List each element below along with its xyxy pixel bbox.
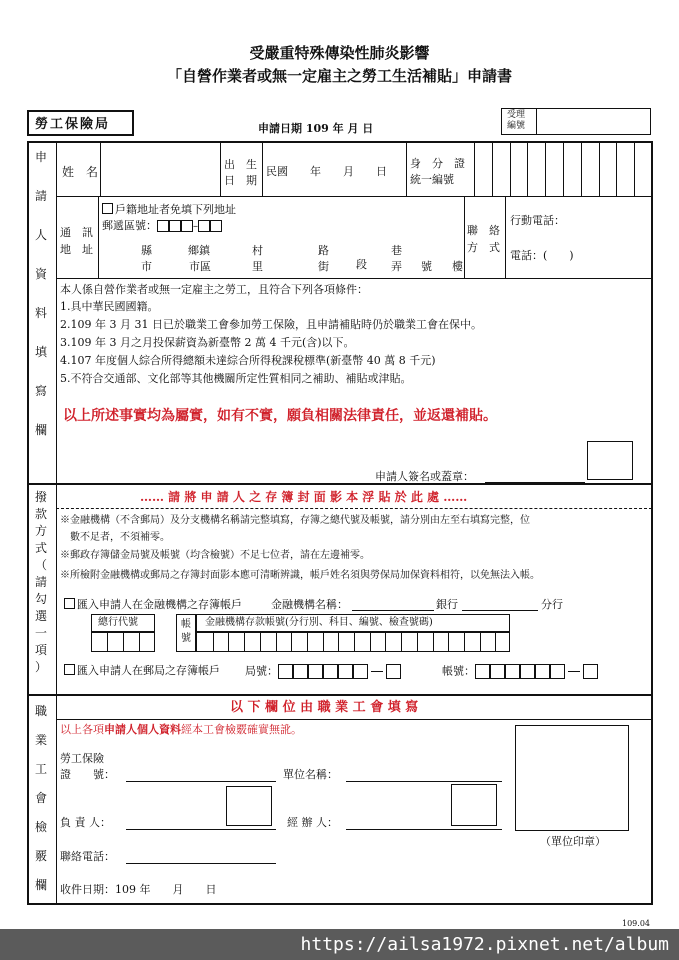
same-address-option[interactable]: 戶籍地址者免填下列地址 (102, 203, 236, 217)
name-label: 姓 名 (62, 165, 99, 179)
form-version: 109.04 (622, 919, 650, 928)
side-label-char: 申 (35, 150, 48, 164)
digit-cell[interactable] (550, 664, 565, 679)
side-label-char: 料 (35, 306, 48, 320)
condition-item: 3.109 年 3 月之月投保薪資為新臺幣 2 萬 4 千元(含)以下。 (60, 336, 355, 349)
bank-name-label: 金融機構名稱： (271, 598, 348, 611)
post-account-number-field[interactable]: 帳號： (442, 664, 598, 679)
apply-date[interactable]: 申請日期 109 年 月 日 (258, 122, 374, 135)
unit-name-label: 單位名稱： (283, 768, 338, 781)
side-label-char: 方 (35, 524, 48, 538)
birth-date-field[interactable]: 民國 年 月 日 (266, 165, 387, 178)
bank-suffix: 銀行 (436, 598, 458, 611)
account-label-box: 帳號 (176, 614, 196, 652)
post-account-option[interactable]: 匯入申請人在郵局之存簿帳戶 (64, 664, 220, 678)
side-label-char: 資 (35, 267, 48, 281)
principal-label: 負 責 人： (60, 816, 111, 829)
unit-seal-label: （單位印章） (540, 835, 606, 848)
cert-number-label: 證 號： (60, 768, 115, 781)
handler-label: 經 辦 人： (287, 816, 338, 829)
head-code-label-box: 總行代號 (91, 614, 155, 632)
digit-cell[interactable] (338, 664, 353, 679)
digit-cell[interactable] (475, 664, 490, 679)
declaration-statement: 以上所述事實均為屬實，如有不實，願負相關法律責任，並返還補貼。 (63, 408, 497, 424)
digit-cell[interactable] (293, 664, 308, 679)
principal-stamp-box[interactable] (226, 786, 272, 826)
bank-account-hint-box: 金融機構存款帳號(分行別、科目、編號、檢查號碼) (196, 614, 510, 632)
post-account-checkbox[interactable] (64, 664, 75, 675)
bank-account-field[interactable] (196, 632, 510, 652)
side-label-char: 選 (35, 609, 48, 623)
payment-note: ※所檢附金融機構或郵局之存簿封面影本應可清晰辨識，帳戶姓名須與勞保局加保資料相符，以免無法入帳。 (60, 570, 540, 581)
same-address-checkbox[interactable] (102, 203, 113, 214)
payment-note: ※郵政存簿儲金局號及帳號（均含檢號）不足七位者，請在左邊補零。 (60, 550, 370, 561)
handler-stamp-box[interactable] (451, 784, 497, 826)
birth-label: 出 生日 期 (224, 158, 257, 187)
side-label-char: 寫 (35, 384, 48, 398)
unit-seal-box[interactable] (515, 725, 629, 831)
condition-item: 5.不符合交通部、文化部等其他機關所定性質相同之補助、補貼或津貼。 (60, 372, 412, 385)
digit-cell[interactable] (520, 664, 535, 679)
side-label-char: 項 (35, 643, 48, 657)
insurance-label: 勞工保險 (60, 752, 104, 765)
side-label-char: （ (35, 558, 48, 572)
phone-label[interactable]: 電話：( ) (510, 249, 574, 262)
signature-stamp-box[interactable] (587, 441, 633, 480)
side-label-char: ） (35, 660, 48, 674)
digit-cell[interactable] (490, 664, 505, 679)
union-section-heading: 以 下 欄 位 由 職 業 工 會 填 寫 (230, 700, 419, 715)
side-label-char: 款 (35, 507, 48, 521)
digit-cell[interactable] (505, 664, 520, 679)
side-label-char: 一 (35, 626, 48, 640)
address-unit-label: 里 (252, 260, 263, 273)
address-unit-label: 段 (356, 258, 367, 271)
agency-box (27, 110, 134, 136)
side-label-char: 勾 (35, 592, 48, 606)
paste-passbook-notice: …… 請 將 申 請 人 之 存 簿 封 面 影 本 浮 貼 於 此 處 …… (140, 490, 468, 504)
union-phone-label: 聯絡電話： (60, 850, 115, 863)
form-title-line2: 「自營作業者或無一定雇主之勞工生活補貼」申請書 (166, 67, 512, 85)
branch-suffix: 分行 (541, 598, 563, 611)
receipt-number-label: 受理編號 (507, 110, 526, 131)
head-code-field[interactable] (91, 632, 155, 652)
condition-item: 4.107 年度個人綜合所得總額未達綜合所得稅課稅標準(新臺幣 40 萬 8 千元) (60, 354, 436, 367)
digit-cell[interactable] (278, 664, 293, 679)
digit-cell[interactable] (323, 664, 338, 679)
payment-note: ※金融機構（不含郵局）及分支機構名稱請完整填寫，存簿之總代號及帳號，請分別由左至右填寫完整，位 (60, 515, 530, 526)
address-unit-label: 樓 (452, 260, 463, 273)
receive-date[interactable]: 收件日期：109 年 月 日 (60, 883, 217, 896)
digit-cell[interactable] (353, 664, 368, 679)
side-label-char: 工 (35, 762, 48, 776)
side-label-char: 請 (35, 189, 48, 203)
side-label-char: 請 (35, 575, 48, 589)
conditions-intro: 本人係自營作業者或無一定雇主之勞工，且符合下列各項條件： (60, 283, 368, 296)
address-unit-label: 市 (141, 260, 152, 273)
condition-item: 2.109 年 3 月 31 日已於職業工會參加勞工保險，且申請補貼時仍於職業工會在保中。 (60, 318, 482, 331)
form-title-line1: 受嚴重特殊傳染性肺炎影響 (249, 44, 430, 62)
postal-code-field[interactable]: 郵遞區號： – (102, 219, 222, 234)
address-unit-label: 號 (421, 260, 432, 273)
payment-note: 數不足者，不須補零。 (60, 532, 170, 543)
side-label-char: 職 (35, 704, 48, 718)
side-label-char: 式 (35, 541, 48, 555)
address-unit-label: 縣 (141, 244, 152, 257)
address-unit-label: 巷 (391, 244, 402, 257)
bank-account-option[interactable]: 匯入申請人在金融機構之存簿帳戶 (64, 598, 242, 612)
address-unit-label: 市區 (189, 260, 211, 273)
signature-label: 申請人簽名或蓋章： (375, 470, 474, 483)
address-unit-label: 弄 (391, 260, 402, 273)
bank-account-checkbox[interactable] (64, 598, 75, 609)
side-label-char: 欄 (35, 423, 48, 437)
post-office-number-field[interactable]: 局號： (245, 664, 401, 679)
side-label-char: 欄 (35, 878, 48, 892)
side-label-char: 覈 (35, 849, 48, 863)
agency-label: 勞工保險局 (35, 117, 111, 132)
union-verify-statement: 以上各項申請人個人資料經本工會檢覈確實無訛。 (60, 723, 302, 736)
side-label-char: 撥 (35, 490, 48, 504)
address-unit-label: 路 (318, 244, 329, 257)
contact-address-label: 通 訊地 址 (60, 226, 93, 256)
side-label-char: 填 (35, 345, 48, 359)
digit-cell[interactable] (308, 664, 323, 679)
side-label-char: 業 (35, 733, 48, 747)
condition-item: 1.具中華民國國籍。 (60, 300, 159, 313)
id-number-label: 身 分 證統一編號 (410, 157, 465, 186)
side-label-char: 會 (35, 791, 48, 805)
contact-method-label: 聯 絡方 式 (467, 224, 500, 254)
watermark-url-bar: https://ailsa1972.pixnet.net/album (0, 929, 679, 960)
digit-cell[interactable] (535, 664, 550, 679)
address-unit-label: 村 (252, 244, 263, 257)
side-label-char: 檢 (35, 820, 48, 834)
address-unit-label: 街 (318, 260, 329, 273)
receipt-number-box[interactable] (501, 108, 651, 135)
address-unit-label: 鄉鎮 (188, 244, 210, 257)
mobile-phone-label[interactable]: 行動電話： (510, 214, 565, 227)
side-label-char: 人 (35, 228, 48, 242)
